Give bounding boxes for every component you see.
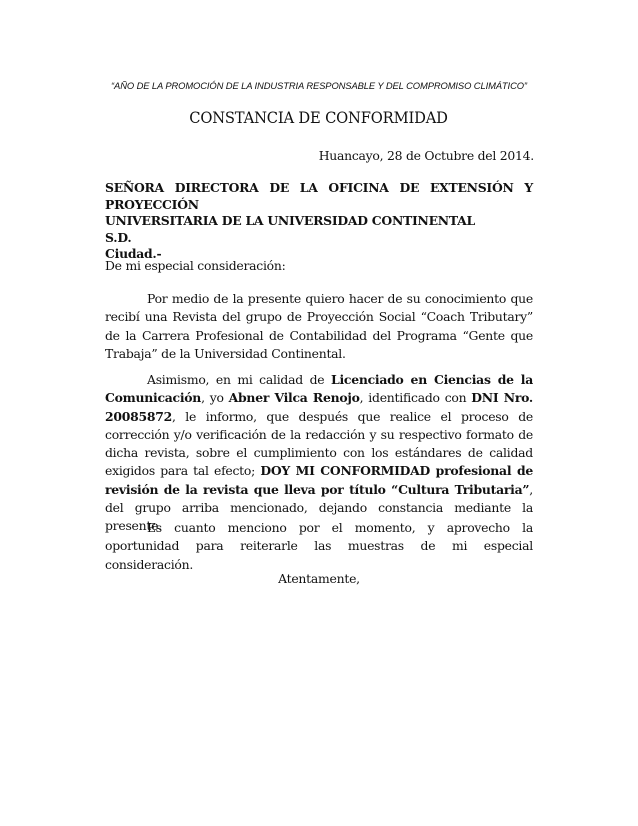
place-date: Huancayo, 28 de Octubre del 2014. (318, 148, 534, 163)
degree-title: Licenciado en Ciencias de la Comunicación (105, 372, 533, 406)
document-title (0, 108, 638, 127)
paragraph-2-text-3: , identificado con (359, 390, 472, 406)
addressee-line-4: Ciudad.- (105, 246, 162, 261)
paragraph-2-text-4: , le informo, que después que realice el proceso de corrección y/o verificación de la redacción y su respectivo formato de dicha revista, sobre el cumplimiento con los estándares de calidad exigidos para tal efecto; (105, 408, 533, 479)
paragraph-2-text-5: , del grupo arriba mencionado, dejando constancia mediante la presente. (105, 481, 533, 534)
addressee-line-3: S.D. (105, 229, 132, 245)
addressee-line-1: SEÑORA DIRECTORA DE LA OFICINA DE EXTENSIÓN Y PROYECCIÓN (105, 180, 533, 212)
greeting: De mi especial consideración: (105, 258, 286, 273)
year-motto: “AÑO DE LA PROMOCIÓN DE LA INDUSTRIA RESPONSABLE Y DEL COMPROMISO CLIMÁTICO” (111, 80, 527, 91)
paragraph-3-text: Es cuanto menciono por el momento, y aprovecho la oportunidad para reiterarle las muestras de mi especial consideración. (105, 520, 533, 572)
dni-number: DNI Nro. 20085872 (105, 390, 533, 424)
document-title-text: CONSTANCIA DE CONFORMIDAD (189, 108, 449, 127)
paragraph-1 (105, 290, 533, 363)
addressee-block (105, 180, 533, 263)
signer-name: Abner Vilca Renojo (228, 390, 360, 406)
paragraph-2-text-1: Asimismo, en mi calidad de (147, 372, 331, 387)
paragraph-2-text-2: , yo (201, 390, 229, 406)
conformity-statement: DOY MI CONFORMIDAD profesional de revisión de la revista que lleva por título “Cultura Tributaria” (105, 463, 533, 497)
closing-salutation: Atentamente, (278, 571, 360, 586)
paragraph-1-text: Por medio de la presente quiero hacer de su conocimiento que recibí una Revista del grupo de Proyección Social “Coach Tributary” de la Carrera Profesional de Contabilidad del Programa “Gente que Trabaja” de la Universidad Continental. (105, 291, 533, 361)
paragraph-3 (105, 519, 533, 574)
paragraph-2 (105, 371, 533, 536)
addressee-line-2: UNIVERSITARIA DE LA UNIVERSIDAD CONTINENTAL (105, 213, 476, 228)
